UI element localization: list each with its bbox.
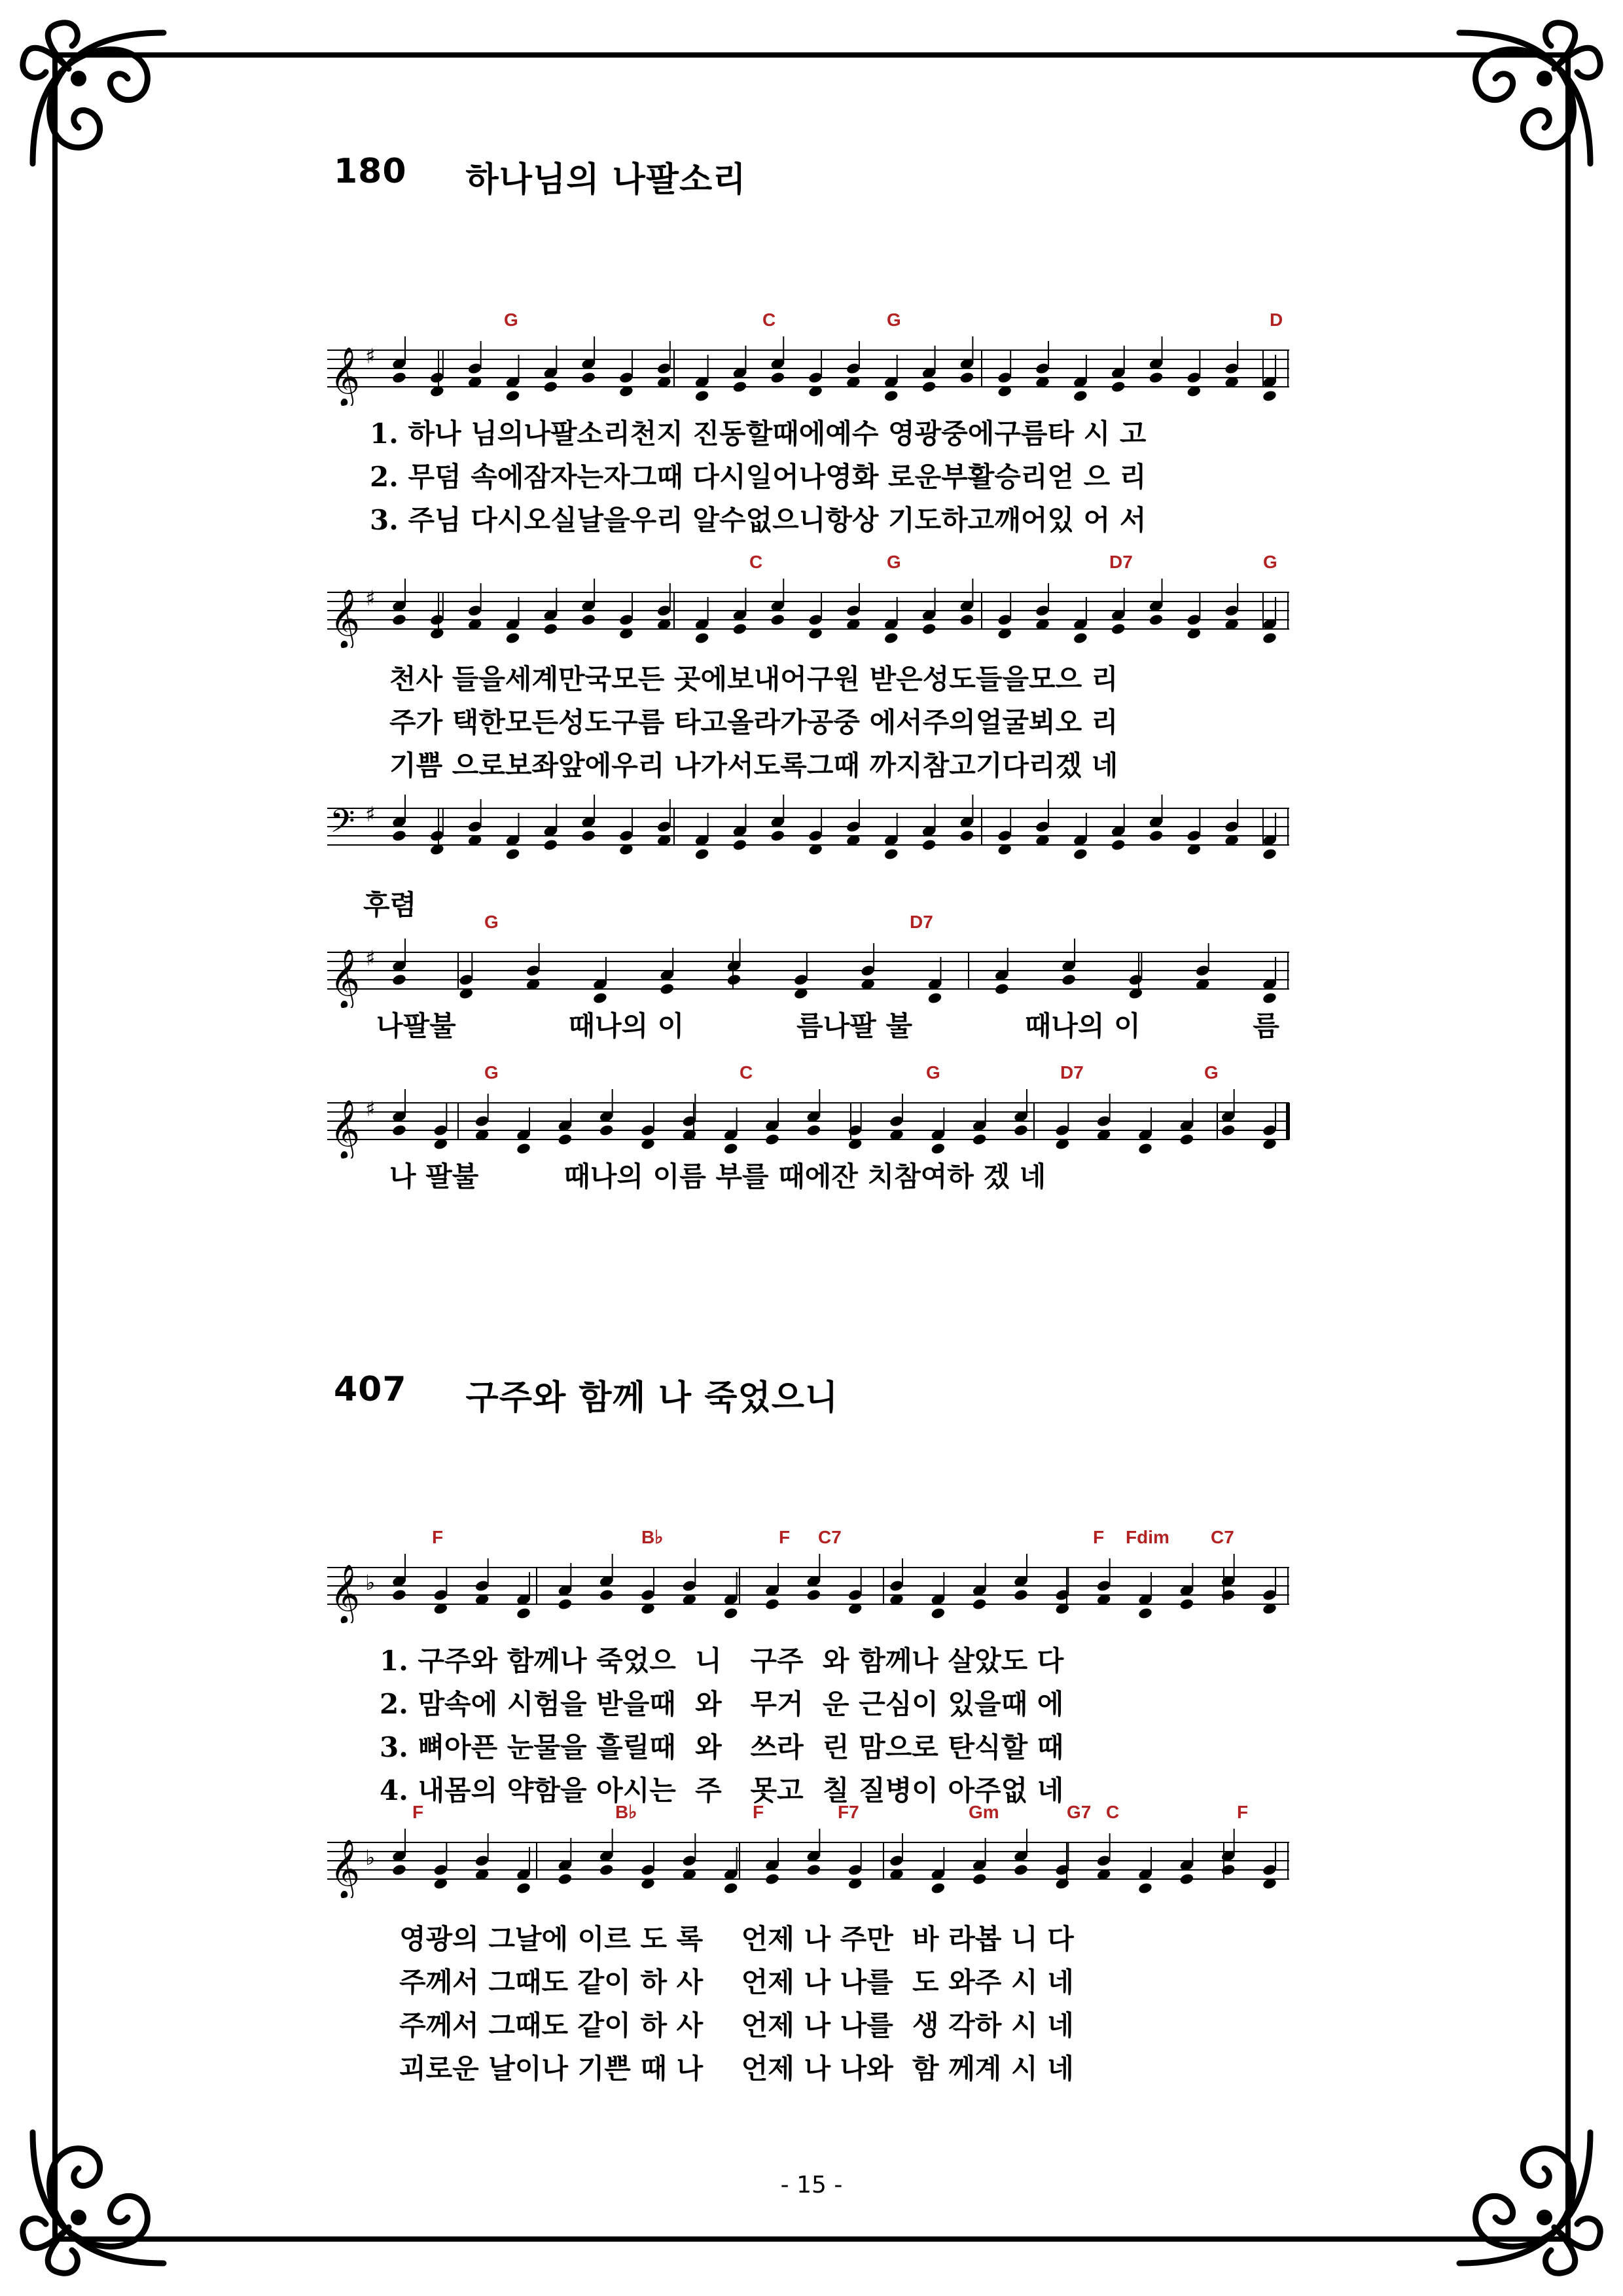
note-head bbox=[732, 838, 748, 852]
key-signature-icon: ♯ bbox=[365, 1096, 376, 1121]
note-head bbox=[1149, 371, 1164, 384]
chord-symbol: C bbox=[749, 552, 763, 572]
note-head bbox=[1179, 1598, 1195, 1611]
note-head bbox=[770, 829, 785, 842]
music-staff bbox=[327, 550, 1296, 648]
note-head bbox=[931, 1142, 946, 1155]
bass-clef-icon: 𝄢 bbox=[330, 802, 355, 848]
note-head bbox=[505, 848, 521, 861]
ornament-corner-icon bbox=[1446, 7, 1616, 177]
note-head bbox=[1137, 1142, 1153, 1155]
music-staff bbox=[327, 308, 1296, 406]
lyric-line: 3. 뼈아픈 눈물을 흘릴때 와 쓰라 린 맘으로 탄식할 때 bbox=[380, 1731, 1064, 1763]
lyric-fragment: 나 팔불 bbox=[389, 1160, 479, 1193]
chord-symbol: C7 bbox=[1211, 1527, 1234, 1547]
note-head bbox=[543, 380, 559, 393]
note-head bbox=[1262, 632, 1277, 645]
lyric-line: 기쁨 으로보좌앞에우리 나가서도록그때 까지참고기다리겠 네 bbox=[389, 749, 1118, 781]
note-head bbox=[1111, 622, 1126, 636]
note-head bbox=[921, 622, 937, 636]
note-head bbox=[959, 371, 975, 384]
music-staff bbox=[327, 1800, 1296, 1898]
chord-symbol: B♭ bbox=[641, 1527, 664, 1547]
treble-clef-icon: 𝄞 bbox=[330, 589, 361, 648]
music-staff bbox=[327, 910, 1296, 1008]
hymn-180-heading bbox=[334, 152, 747, 201]
treble-clef-icon: 𝄞 bbox=[330, 949, 361, 1008]
chord-symbol: C bbox=[740, 1062, 753, 1083]
key-signature-icon: ♯ bbox=[365, 586, 376, 611]
chord-symbol: F bbox=[1093, 1527, 1105, 1547]
lyric-line: 주께서 그때도 같이 하 사 언제 나 나를 도 와주 시 네 bbox=[399, 1966, 1074, 1998]
lyric-fragment: 름나팔 불 bbox=[796, 1010, 913, 1042]
note-head bbox=[770, 613, 785, 626]
note-head bbox=[1179, 1873, 1195, 1886]
chord-symbol: C7 bbox=[818, 1527, 842, 1547]
hymn-180-verses-cont bbox=[389, 658, 1118, 787]
key-signature-icon: ♭ bbox=[365, 1570, 376, 1595]
note-head bbox=[1221, 1124, 1236, 1137]
treble-clef-icon: 𝄞 bbox=[330, 1564, 361, 1623]
note-head bbox=[391, 613, 407, 626]
note-head bbox=[883, 389, 899, 403]
note-head bbox=[927, 992, 943, 1005]
note-head bbox=[1111, 380, 1126, 393]
note-head bbox=[1137, 1882, 1153, 1895]
note-head bbox=[972, 1133, 988, 1146]
refrain-lyrics-2 bbox=[389, 1155, 1046, 1198]
note-head bbox=[921, 838, 937, 852]
lyric-line: 영광의 그날에 이르 도 록 언제 나 주만 바 라봅 니 다 bbox=[399, 1923, 1074, 1955]
note-head bbox=[516, 1607, 531, 1620]
chord-symbol: G bbox=[887, 552, 901, 572]
note-head bbox=[806, 1588, 822, 1602]
note-head bbox=[1013, 1588, 1029, 1602]
note-head bbox=[391, 973, 407, 986]
note-head bbox=[959, 613, 975, 626]
hymn-407-heading bbox=[334, 1370, 838, 1419]
note-head bbox=[505, 389, 521, 403]
note-head bbox=[931, 1607, 946, 1620]
note-head bbox=[764, 1133, 780, 1146]
lyric-fragment: 때나의 이 bbox=[1024, 1010, 1141, 1042]
lyric-fragment: 나팔불 bbox=[376, 1010, 456, 1042]
chord-symbol: D7 bbox=[910, 912, 933, 932]
note-head bbox=[516, 1882, 531, 1895]
chord-symbol: F bbox=[1237, 1802, 1249, 1822]
lyric-line: 4. 내몸의 약함을 아시는 주 못고 칠 질병이 아주없 네 bbox=[380, 1774, 1064, 1806]
note-head bbox=[694, 632, 710, 645]
note-head bbox=[972, 1873, 988, 1886]
ornament-corner-icon bbox=[7, 2119, 177, 2289]
bass-staff bbox=[327, 789, 1296, 867]
music-staff bbox=[327, 1060, 1296, 1158]
note-head bbox=[580, 829, 596, 842]
note-head bbox=[1137, 1607, 1153, 1620]
note-head bbox=[764, 1873, 780, 1886]
note-head bbox=[599, 1588, 615, 1602]
note-head bbox=[726, 973, 742, 986]
chord-symbol: F7 bbox=[838, 1802, 859, 1822]
chord-symbol: F bbox=[432, 1527, 444, 1547]
note-head bbox=[994, 982, 1010, 996]
note-head bbox=[921, 380, 937, 393]
note-head bbox=[505, 632, 521, 645]
chord-symbol: G bbox=[484, 1062, 499, 1083]
note-head bbox=[959, 829, 975, 842]
note-head bbox=[1013, 1863, 1029, 1876]
note-head bbox=[1013, 1124, 1029, 1137]
chord-symbol: D7 bbox=[1060, 1062, 1084, 1083]
note-head bbox=[1221, 1863, 1236, 1876]
note-head bbox=[723, 1142, 739, 1155]
note-head bbox=[883, 632, 899, 645]
lyric-line: 2. 무덤 속에잠자는자그때 다시일어나영화 로운부활승리얻 으 리 bbox=[370, 461, 1147, 493]
ornament-corner-icon bbox=[1446, 2119, 1616, 2289]
lyric-line: 3. 주님 다시오실날을우리 알수없으니항상 기도하고깨어있 어 서 bbox=[370, 504, 1147, 536]
chord-symbol: C bbox=[1106, 1802, 1120, 1822]
ornament-corner-icon bbox=[7, 7, 177, 177]
treble-clef-icon: 𝄞 bbox=[330, 347, 361, 406]
page-number: - 15 - bbox=[780, 2172, 843, 2198]
note-head bbox=[1073, 389, 1088, 403]
treble-clef-icon: 𝄞 bbox=[330, 1839, 361, 1898]
hymn-407-verses-cont bbox=[399, 1918, 1074, 2090]
note-head bbox=[516, 1142, 531, 1155]
chord-symbol: C bbox=[762, 310, 776, 330]
hymn-407-verses bbox=[380, 1640, 1063, 1812]
refrain-lyrics-1 bbox=[376, 1005, 1279, 1048]
lyric-line: 천사 들을세계만국모든 곳에보내어구원 받은성도들을모으 리 bbox=[389, 663, 1118, 695]
hymn-title: 구주와 함께 나 죽었으니 bbox=[465, 1378, 839, 1418]
chord-symbol: F bbox=[779, 1527, 791, 1547]
note-head bbox=[599, 1863, 615, 1876]
key-signature-icon: ♯ bbox=[365, 344, 376, 368]
chord-symbol: F bbox=[412, 1802, 424, 1822]
note-head bbox=[580, 613, 596, 626]
note-head bbox=[770, 371, 785, 384]
refrain-label: 후렴 bbox=[363, 889, 417, 921]
note-head bbox=[558, 1873, 573, 1886]
note-head bbox=[931, 1882, 946, 1895]
note-head bbox=[732, 380, 748, 393]
note-head bbox=[806, 1124, 822, 1137]
lyric-line: 괴로운 날이나 기쁜 때 나 언제 나 나와 함 께계 시 네 bbox=[399, 2053, 1074, 2085]
note-head bbox=[391, 829, 407, 842]
lyric-fragment: 름 bbox=[1253, 1010, 1279, 1042]
music-staff bbox=[327, 1525, 1296, 1623]
chord-symbol: B♭ bbox=[615, 1802, 637, 1822]
hymn-number: 407 bbox=[334, 1370, 407, 1409]
note-head bbox=[694, 389, 710, 403]
lyric-line: 2. 맘속에 시험을 받을때 와 무거 운 근심이 있을때 에 bbox=[380, 1688, 1064, 1720]
note-head bbox=[391, 1124, 407, 1137]
note-head bbox=[1149, 613, 1164, 626]
note-head bbox=[592, 992, 608, 1005]
lyric-line: 1. 하나 님의나팔소리천지 진동할때에예수 영광중에구름타 시 고 bbox=[370, 418, 1147, 450]
chord-symbol: Fdim bbox=[1126, 1527, 1169, 1547]
note-head bbox=[1221, 1588, 1236, 1602]
chord-symbol: G7 bbox=[1067, 1802, 1092, 1822]
key-signature-icon: ♯ bbox=[365, 946, 376, 971]
note-head bbox=[1073, 848, 1088, 861]
note-head bbox=[1111, 838, 1126, 852]
note-head bbox=[1149, 829, 1164, 842]
hymn-180-verses bbox=[370, 412, 1146, 542]
note-head bbox=[1262, 992, 1277, 1005]
chord-symbol: G bbox=[504, 310, 518, 330]
note-head bbox=[723, 1607, 739, 1620]
note-head bbox=[723, 1882, 739, 1895]
note-head bbox=[543, 838, 559, 852]
treble-clef-icon: 𝄞 bbox=[330, 1100, 361, 1158]
note-head bbox=[1262, 848, 1277, 861]
note-head bbox=[558, 1598, 573, 1611]
lyric-line: 주께서 그때도 같이 하 사 언제 나 나를 생 각하 시 네 bbox=[399, 2009, 1074, 2041]
hymn-number: 180 bbox=[334, 152, 407, 191]
lyric-fragment: 때나의 이 bbox=[568, 1010, 685, 1042]
note-head bbox=[1061, 973, 1077, 986]
chord-symbol: G bbox=[1204, 1062, 1219, 1083]
lyric-fragment: 때나의 이름 부를 때에잔 치참여하 겠 네 bbox=[563, 1160, 1046, 1193]
note-head bbox=[659, 982, 675, 996]
chord-symbol: D bbox=[1270, 310, 1283, 330]
note-head bbox=[764, 1598, 780, 1611]
note-head bbox=[391, 1863, 407, 1876]
note-head bbox=[558, 1133, 573, 1146]
note-head bbox=[580, 371, 596, 384]
note-head bbox=[883, 848, 899, 861]
lyric-line: 1. 구주와 함께나 죽었으 니 구주 와 함께나 살았도 다 bbox=[380, 1645, 1064, 1677]
note-head bbox=[972, 1598, 988, 1611]
chord-symbol: G bbox=[484, 912, 499, 932]
key-signature-icon: ♭ bbox=[365, 1845, 376, 1870]
lyric-line: 주가 택한모든성도구름 타고올라가공중 에서주의얼굴뵈오 리 bbox=[389, 706, 1118, 738]
note-head bbox=[1262, 389, 1277, 403]
note-head bbox=[806, 1863, 822, 1876]
chord-symbol: G bbox=[1263, 552, 1277, 572]
key-signature-icon: ♯ bbox=[365, 802, 376, 827]
note-head bbox=[543, 622, 559, 636]
chord-symbol: Gm bbox=[969, 1802, 999, 1822]
chord-symbol: G bbox=[926, 1062, 940, 1083]
note-head bbox=[599, 1124, 615, 1137]
note-head bbox=[391, 1588, 407, 1602]
chord-symbol: D7 bbox=[1109, 552, 1133, 572]
chord-symbol: F bbox=[753, 1802, 764, 1822]
hymn-title: 하나님의 나팔소리 bbox=[465, 160, 747, 200]
chord-symbol: G bbox=[887, 310, 901, 330]
note-head bbox=[391, 371, 407, 384]
note-head bbox=[694, 848, 710, 861]
note-head bbox=[1179, 1133, 1195, 1146]
note-head bbox=[1073, 632, 1088, 645]
note-head bbox=[732, 622, 748, 636]
